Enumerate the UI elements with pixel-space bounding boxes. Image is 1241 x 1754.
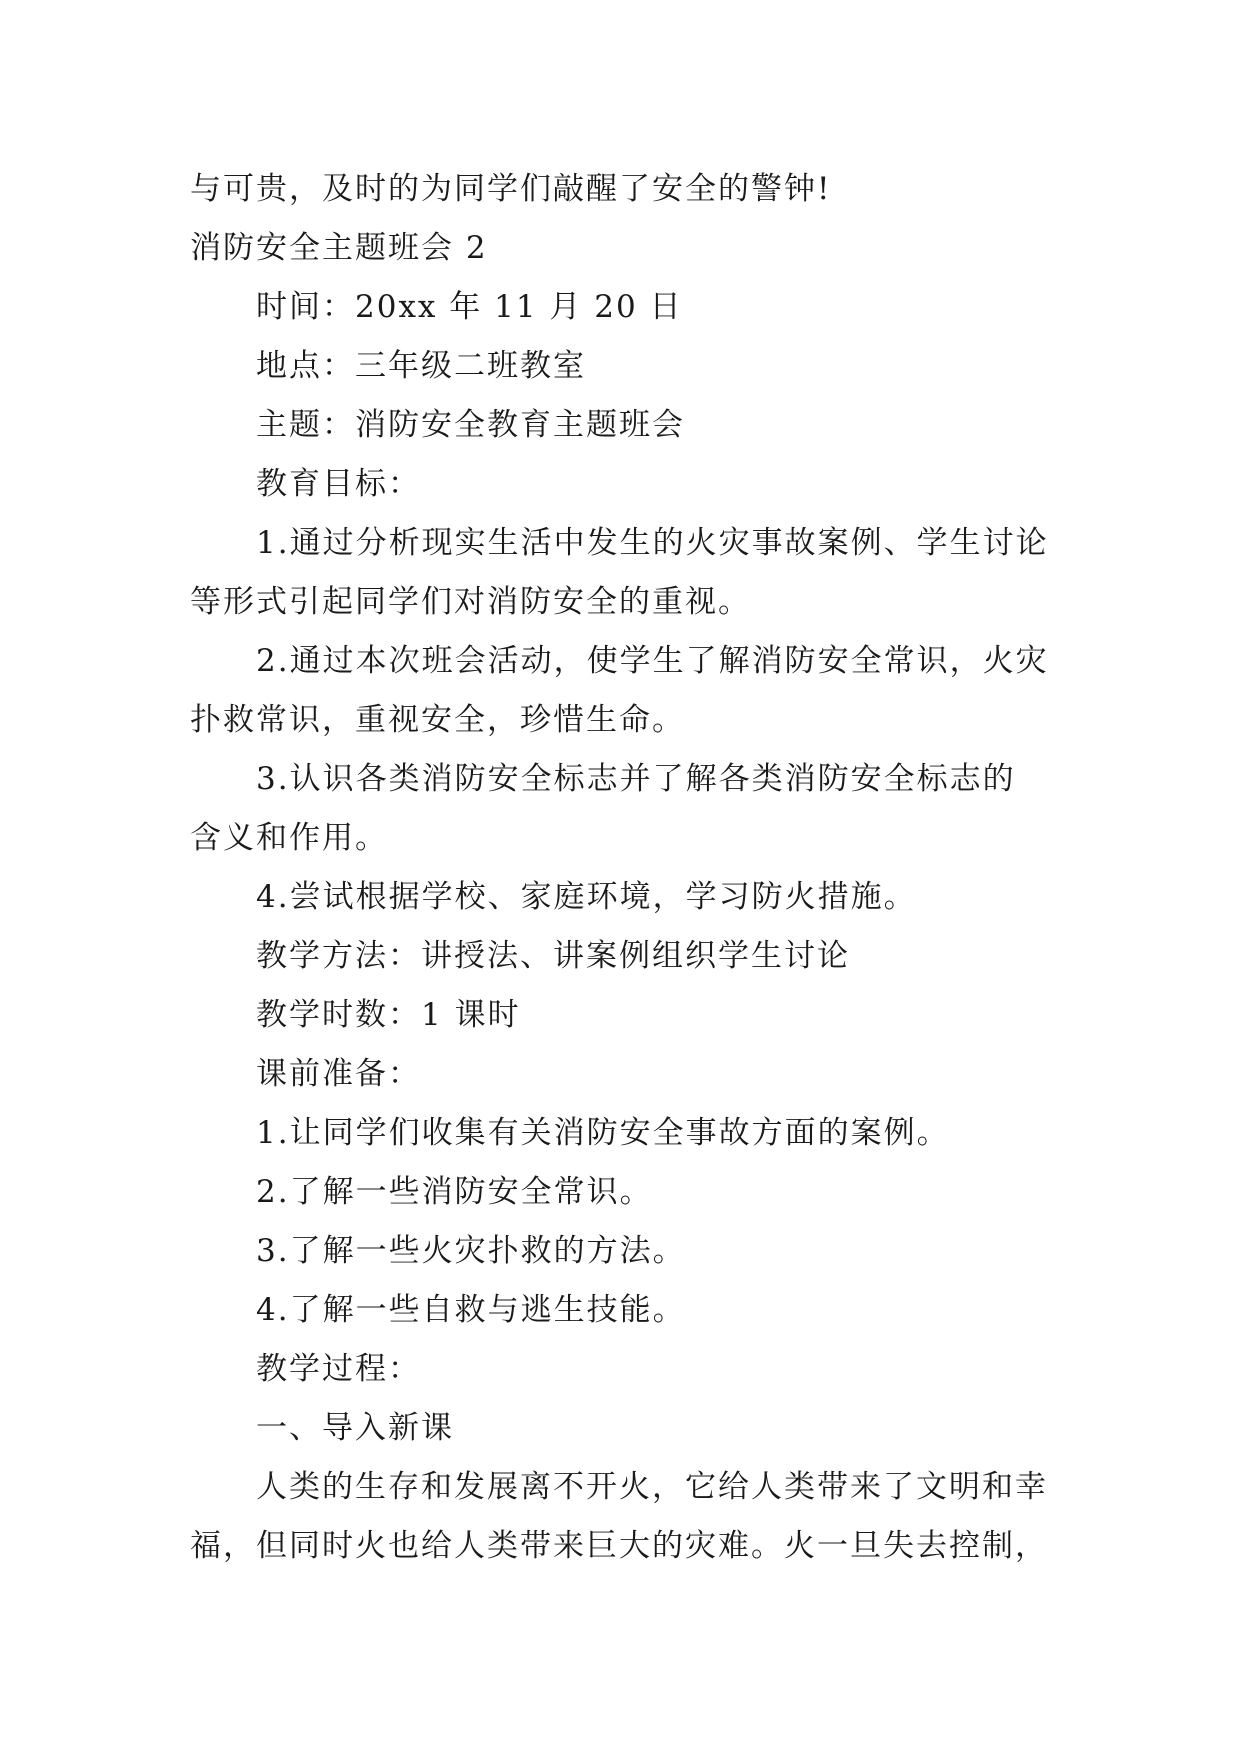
meeting-time: 时间：20xx 年 11 月 20 日	[256, 289, 683, 325]
step-1-heading: 一、导入新课	[256, 1410, 454, 1446]
goal-2-line-2: 扑救常识，重视安全，珍惜生命。	[190, 702, 685, 738]
document-body	[190, 160, 1070, 1576]
goal-1-line-2: 等形式引起同学们对消防安全的重视。	[190, 584, 751, 620]
preparation-heading: 课前准备：	[256, 1056, 421, 1092]
paragraph-line-2: 福，但同时火也给人类带来巨大的灾难。火一旦失去控制，	[190, 1528, 1048, 1564]
text-line-continuation: 与可贵，及时的为同学们敲醒了安全的警钟!	[190, 171, 832, 207]
goal-2-line-1: 2.通过本次班会活动，使学生了解消防安全常识，火灾	[256, 643, 1049, 679]
preparation-item-2: 2.了解一些消防安全常识。	[256, 1174, 653, 1210]
meeting-location: 地点：三年级二班教室	[256, 348, 586, 384]
preparation-item-4: 4.了解一些自救与逃生技能。	[256, 1292, 686, 1328]
education-goals-heading: 教育目标：	[256, 466, 421, 502]
goal-3-line-1: 3.认识各类消防安全标志并了解各类消防安全标志的	[256, 761, 1016, 797]
meeting-theme: 主题：消防安全教育主题班会	[256, 407, 685, 443]
goal-3-line-2: 含义和作用。	[190, 820, 388, 856]
preparation-item-1: 1.让同学们收集有关消防安全事故方面的案例。	[256, 1115, 950, 1151]
teaching-process-heading: 教学过程：	[256, 1351, 421, 1387]
goal-4: 4.尝试根据学校、家庭环境，学习防火措施。	[256, 879, 917, 915]
teaching-method: 教学方法：讲授法、讲案例组织学生讨论	[256, 938, 850, 974]
teaching-hours: 教学时数：1 课时	[256, 997, 521, 1033]
section-heading: 消防安全主题班会 2	[190, 230, 488, 266]
preparation-item-3: 3.了解一些火灾扑救的方法。	[256, 1233, 686, 1269]
paragraph-line-1: 人类的生存和发展离不开火，它给人类带来了文明和幸	[256, 1469, 1048, 1505]
goal-1-line-1: 1.通过分析现实生活中发生的火灾事故案例、学生讨论	[256, 525, 1049, 561]
